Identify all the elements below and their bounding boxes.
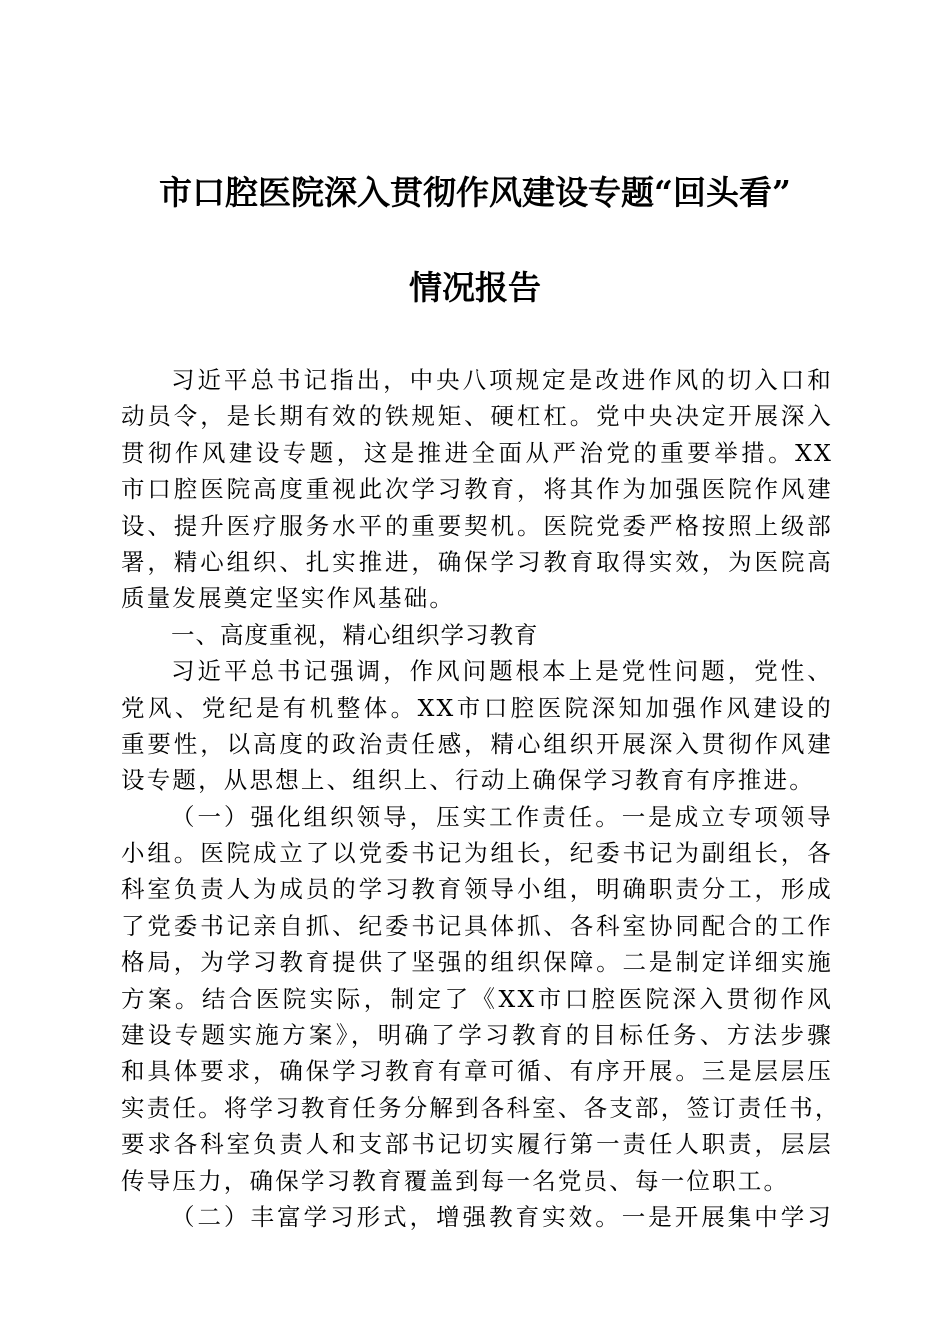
document-body	[121, 362, 841, 1235]
body-line: 建设专题实施方案》，明确了学习教育的目标任务、方法步骤	[121, 1021, 833, 1050]
body-line: 科室负责人为成员的学习教育领导小组，明确职责分工，形成	[121, 875, 833, 904]
document-title-line-1: 市口腔医院深入贯彻作风建设专题“回头看”	[159, 173, 791, 212]
body-line: 了党委书记亲自抓、纪委书记具体抓、各科室协同配合的工作	[121, 911, 833, 940]
body-line: 党风、党纪是有机整体。XX市口腔医院深知加强作风建设的	[121, 693, 833, 722]
body-line: 小组。医院成立了以党委书记为组长，纪委书记为副组长，各	[121, 839, 833, 868]
body-line: 习近平总书记强调，作风问题根本上是党性问题，党性、	[171, 657, 833, 686]
body-line: 方案。结合医院实际，制定了《XX市口腔医院深入贯彻作风	[121, 984, 833, 1013]
body-line: （一）强化组织领导，压实工作责任。一是成立专项领导	[171, 802, 833, 831]
body-line: 市口腔医院高度重视此次学习教育，将其作为加强医院作风建	[121, 475, 833, 504]
body-line: 和具体要求，确保学习教育有章可循、有序开展。三是层层压	[121, 1057, 833, 1086]
body-line: 质量发展奠定坚实作风基础。	[121, 584, 456, 613]
body-line: 署，精心组织、扎实推进，确保学习教育取得实效，为医院高	[121, 547, 833, 576]
section-heading: 一、高度重视，精心组织学习教育	[171, 620, 539, 649]
body-line: 传导压力，确保学习教育覆盖到每一名党员、每一位职工。	[121, 1166, 790, 1195]
body-line: （二）丰富学习形式，增强教育实效。一是开展集中学习	[171, 1202, 833, 1231]
body-line: 贯彻作风建设专题，这是推进全面从严治党的重要举措。XX	[121, 438, 833, 467]
body-line: 重要性，以高度的政治责任感，精心组织开展深入贯彻作风建	[121, 729, 833, 758]
body-line: 实责任。将学习教育任务分解到各科室、各支部，签订责任书，	[121, 1093, 841, 1122]
body-line: 格局，为学习教育提供了坚强的组织保障。二是制定详细实施	[121, 948, 833, 977]
document-title-line-2: 情况报告	[409, 268, 541, 307]
body-line: 设专题，从思想上、组织上、行动上确保学习教育有序推进。	[121, 766, 815, 795]
body-line: 设、提升医疗服务水平的重要契机。医院党委严格按照上级部	[121, 511, 833, 540]
body-line: 要求各科室负责人和支部书记切实履行第一责任人职责，层层	[121, 1130, 833, 1159]
body-line: 动员令，是长期有效的铁规矩、硬杠杠。党中央决定开展深入	[121, 402, 833, 431]
body-line: 习近平总书记指出，中央八项规定是改进作风的切入口和	[171, 366, 833, 394]
